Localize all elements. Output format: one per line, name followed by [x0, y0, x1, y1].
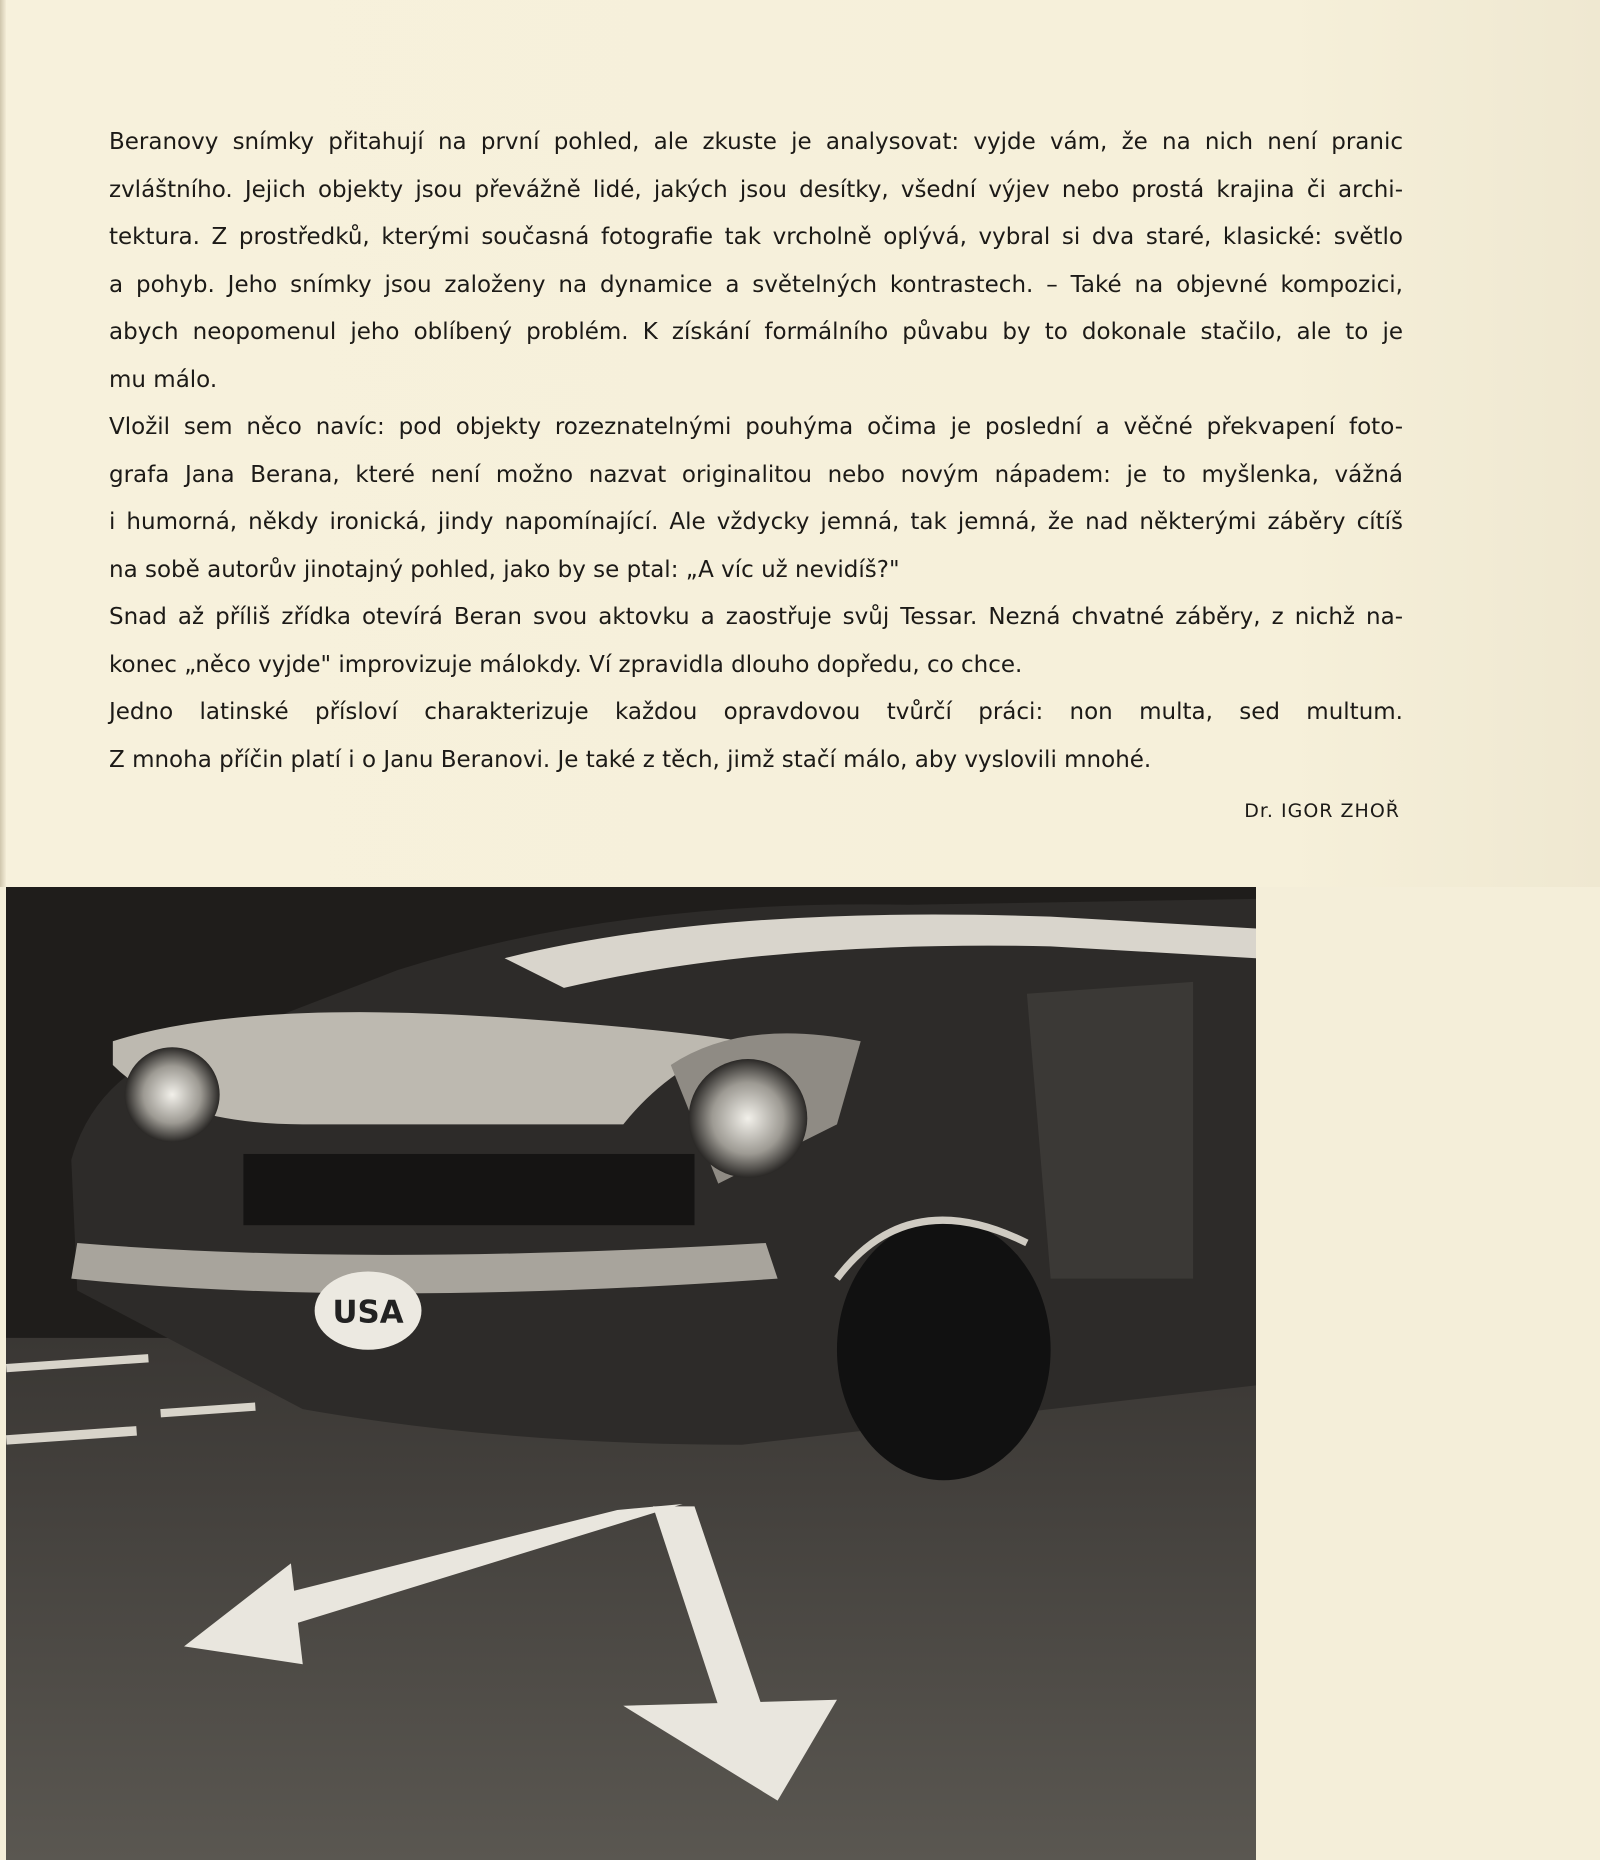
- left-headlight: [125, 1047, 220, 1142]
- license-plate-text: USA: [332, 1294, 404, 1331]
- text-line: Jedno latinské přísloví charakterizuje každou opravdovou tvůrčí práci: non multa, sed multum.: [109, 699, 1403, 725]
- article-text: [109, 122, 1403, 787]
- text-line: a pohyb. Jeho snímky jsou založeny na dynamice a světelných kontrastech. – Také na objevné kompozici,: [109, 271, 1403, 298]
- author-signature: Dr. IGOR ZHOŘ: [1244, 800, 1400, 822]
- car-wheel: [837, 1219, 1051, 1480]
- right-headlight: [689, 1059, 808, 1178]
- text-line: zvláštního. Jejich objekty jsou převážně lidé, jakých jsou desítky, všední výjev nebo prostá krajina či archi-: [109, 176, 1403, 203]
- car-door: [1027, 982, 1193, 1279]
- text-line: Snad až příliš zřídka otevírá Beran svou aktovku a zaostřuje svůj Tessar. Nezná chvatné záběry, z nichž na-: [109, 604, 1403, 630]
- text-line: abych neopomenul jeho oblíbený problém. K získání formálního půvabu by to dokonale stačilo, ale to je: [109, 319, 1403, 345]
- text-line: konec „něco vyjde" improvizuje málokdy. Ví zpravidla dlouho dopředu, co chce.: [109, 651, 1023, 678]
- text-line: Z mnoha příčin platí i o Janu Beranovi. Je také z těch, jimž stačí málo, aby vyslovili mnohé.: [109, 746, 1152, 773]
- text-line: na sobě autorův jinotajný pohled, jako by se ptal: „A víc už nevidíš?": [109, 556, 900, 583]
- car-grille: [243, 1154, 694, 1225]
- page-fold-shadow: [0, 0, 6, 887]
- car-photograph: [6, 887, 1256, 1860]
- text-line: grafa Jana Berana, které není možno nazvat originalitou nebo novým nápadem: je to myšlenka, vážná: [109, 461, 1403, 488]
- text-line: Vložil sem něco navíc: pod objekty rozeznatelnými pouhýma očima je poslední a věčné překvapení foto-: [109, 414, 1403, 440]
- text-line: mu málo.: [109, 366, 218, 393]
- text-line: i humorná, někdy ironická, jindy napomínající. Ale vždycky jemná, tak jemná, že nad některými záběry cítíš: [109, 509, 1403, 535]
- car-photo-illustration: [6, 887, 1256, 1860]
- text-line: Beranovy snímky přitahují na první pohled, ale zkuste je analysovat: vyjde vám, že na nich není pranic: [109, 129, 1403, 155]
- text-line: tektura. Z prostředků, kterými současná fotografie tak vrcholně oplývá, vybral si dva staré, klasické: světlo: [109, 224, 1403, 250]
